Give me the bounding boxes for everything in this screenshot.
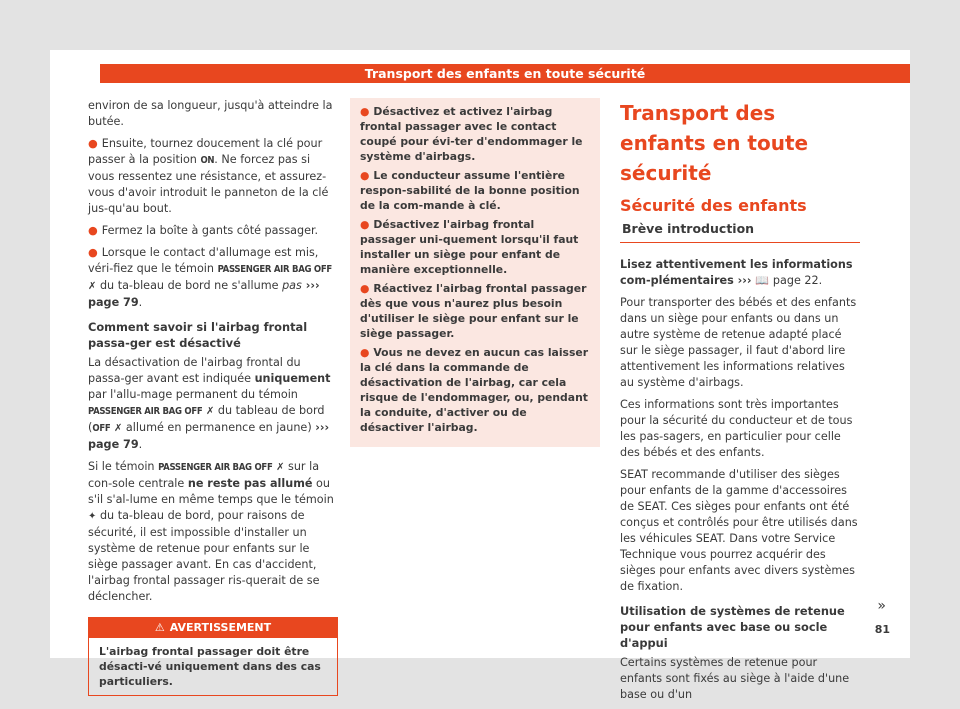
warning-header: ⚠ AVERTISSEMENT: [89, 618, 337, 638]
airbag-icon: ✗: [205, 406, 215, 417]
paragraph: La désactivation de l'airbag frontal du passa-ger avant est indiquée uniquement par l'allu-mage permanent du témoin PASSENGER AIR BAG OFF ✗ du tableau de bord (OFF ✗ allumé en permanence en jaune) ››› page 79.: [88, 356, 331, 451]
warning-text: L'airbag frontal passager doit être désacti-vé uniquement dans des cas particuliers.: [99, 645, 321, 688]
subheading: Utilisation de systèmes de retenue pour enfants avec base ou socle d'appui: [620, 604, 845, 650]
page-ref-link[interactable]: ››› page 79: [88, 421, 330, 451]
list-item: ● Lorsque le contact d'allumage est mis, véri-fiez que le témoin PASSENGER AIR BAG OFF ✗ du ta-bleau de bord ne s'allume pas ››› page 79.: [88, 246, 332, 309]
bullet-icon: ●: [88, 246, 98, 259]
chapter-title: Transport des enfants en toute sécurité: [620, 101, 809, 185]
airbag-icon: ✗: [276, 462, 285, 473]
airbag-warning-icon: ✦: [88, 511, 97, 522]
paragraph: SEAT recommande d'utiliser des sièges pour enfants de la gamme d'accessoires de SEAT. Ces sièges pour enfants ont été conçus et contrôlés pour être utilisés dans les véhicules SEAT. Dans votre Service Technique vous pourrez acquérir des sièges pour enfants avec divers systèmes de fixation.: [620, 468, 858, 593]
warning-list-box: [350, 98, 600, 447]
paragraph: environ de sa longueur, jusqu'à atteindre la butée.: [88, 99, 333, 128]
page-header: Transport des enfants en toute sécurité: [100, 64, 910, 83]
list-item: ● Désactivez et activez l'airbag frontal passager avec le contact coupé pour évi-ter d'endommager le système d'airbags.: [360, 105, 583, 163]
list-item: ● Vous ne devez en aucun cas laisser la clé dans la commande de désactivation de l'airbag, car cela risque de l'endommager, ou, pendant la conduite, d'activer ou de désactiver l'airbag.: [360, 346, 589, 434]
list-item: ● Réactivez l'airbag frontal passager dès que vous n'aurez plus besoin d'utiliser le siège pour enfant sur le siège passager.: [360, 282, 587, 340]
airbag-icon: ✗: [113, 423, 123, 434]
airbag-icon: ✗: [88, 281, 97, 292]
section-title: Sécurité des enfants: [620, 196, 807, 215]
manual-page: [50, 50, 910, 701]
list-item: ● Le conducteur assume l'entière respon-sabilité de la bonne position de la com-mande à clé.: [360, 169, 580, 212]
passenger-airbag-off-tag: PASSENGER AIR BAG OFF: [88, 406, 203, 417]
bullet-icon: ●: [88, 224, 98, 237]
page-number: 81: [874, 623, 890, 636]
paragraph: Ces informations sont très importantes pour la sécurité du conducteur et de tous les pas-sagers, en particulier pour celle des bébés et des enfants.: [620, 398, 853, 459]
bullet-icon: ●: [360, 105, 370, 118]
paragraph: Pour transporter des bébés et des enfants dans un siège pour enfants ou dans un autre système de retenue adapté placé sur le siège passager, il faut d'abord lire attentivement les informations relatives au système d'airbags.: [620, 296, 857, 389]
off-tag: OFF: [92, 423, 111, 434]
list-item: ● Ensuite, tournez doucement la clé pour passer à la position ON. Ne forcez pas si vous ressentez une résistance, et assurez-vous d'avoir introduit le panneton de la clé jus-qu'au bout.: [88, 137, 329, 215]
continue-chevron-icon: »: [877, 598, 886, 614]
bullet-icon: ●: [360, 218, 370, 231]
bullet-icon: ●: [88, 137, 98, 150]
passenger-airbag-off-tag: PASSENGER AIR BAG OFF: [158, 462, 273, 473]
book-icon: 📖: [755, 274, 770, 287]
warning-box: [88, 617, 338, 696]
paragraph: Si le témoin PASSENGER AIR BAG OFF ✗ sur la con-sole centrale ne reste pas allumé ou s'il s'al-lume en même temps que le témoin ✦ du ta-bleau de bord, pour raisons de sécurité, il est impossible d'installer un système de retenue pour enfants sur le siège passager avant. En cas d'accident, l'airbag frontal passager ris-querait de se déclencher.: [88, 460, 334, 603]
subheading: Comment savoir si l'airbag frontal passa-ger est désactivé: [88, 320, 308, 350]
bullet-icon: ●: [360, 346, 370, 359]
paragraph: Certains systèmes de retenue pour enfants sont fixés au siège à l'aide d'une base ou d'un: [620, 656, 850, 701]
list-item: ● Désactivez l'airbag frontal passager uni-quement lorsqu'il faut installer un siège pour enfant de manière exceptionnelle.: [360, 218, 579, 276]
bullet-icon: ●: [360, 282, 370, 295]
lead-paragraph: Lisez attentivement les informations com-plémentaires ››› 📖 page 22.: [620, 258, 853, 287]
list-item: ● Fermez la boîte à gants côté passager.: [88, 224, 319, 237]
column-right: [620, 98, 860, 709]
passenger-airbag-off-tag: PASSENGER AIR BAG OFF: [217, 264, 332, 275]
column-middle: [350, 98, 600, 447]
page-ref-link[interactable]: ››› page 79: [88, 279, 320, 309]
subsection-title: Brève introduction: [620, 221, 860, 243]
warning-triangle-icon: ⚠: [154, 621, 165, 634]
bullet-icon: ●: [360, 169, 370, 182]
column-left: [88, 98, 338, 696]
on-symbol: ON: [200, 155, 215, 166]
page-ref-link[interactable]: page 22: [769, 274, 819, 287]
